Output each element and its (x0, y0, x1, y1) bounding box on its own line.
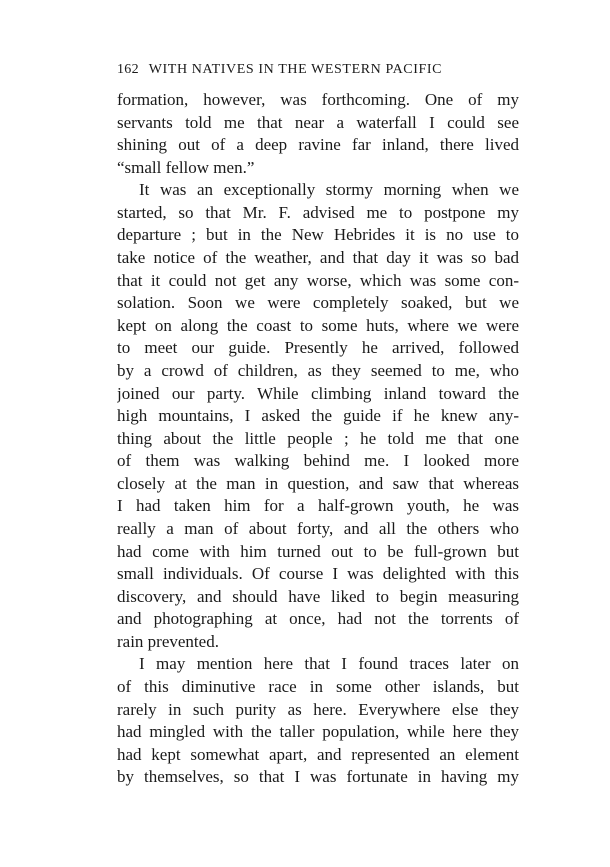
text-line: joined our party. While climbing inland toward the (117, 383, 519, 403)
text-line: and photographing at once, had not the torrents of (117, 609, 519, 629)
text-line: “small fellow men.” (117, 157, 255, 177)
text-line: by themselves, so that I was fortunate in having my (117, 767, 519, 787)
text-line: I had taken him for a half-grown youth, he was (117, 496, 519, 516)
text-line: I may mention here that I found traces later on (139, 654, 519, 674)
text-line: started, so that Mr. F. advised me to postpone my (117, 202, 519, 222)
text-line: small individuals. Of course I was delighted with this (117, 564, 519, 584)
text-line: of this diminutive race in some other islands, but (117, 677, 519, 697)
text-line: really a man of about forty, and all the others who (117, 518, 519, 538)
running-head: WITH NATIVES IN THE WESTERN PACIFIC (148, 62, 443, 77)
text-line: high mountains, I asked the guide if he knew any- (117, 406, 519, 426)
text-line: by a crowd of children, as they seemed to me, who (117, 360, 519, 380)
text-line: that it could not get any worse, which was some con- (117, 270, 519, 290)
text-line: shining out of a deep ravine far inland, there lived (117, 135, 519, 155)
text-line: of them was walking behind me. I looked more (117, 451, 519, 471)
text-line: take notice of the weather, and that day it was so bad (117, 248, 519, 268)
text-line: had mingled with the taller population, while here they (117, 722, 519, 742)
text-line: formation, however, was forthcoming. One of my (117, 90, 519, 109)
text-line: servants told me that near a waterfall I could see (117, 112, 519, 132)
text-line: It was an exceptionally stormy morning when we (139, 180, 519, 200)
page-header (117, 62, 517, 78)
text-line: solation. Soon we were completely soaked, but we (117, 293, 519, 313)
page-number: 162 (117, 62, 139, 77)
text-line: rarely in such purity as here. Everywhere else they (117, 699, 519, 719)
text-line: departure ; but in the New Hebrides it is no use to (117, 225, 519, 245)
text-line: kept on along the coast to some huts, where we were (117, 315, 519, 335)
text-line: discovery, and should have liked to begin measuring (117, 586, 519, 606)
body-text (117, 89, 519, 789)
text-line: had come with him turned out to be full-grown but (117, 541, 519, 561)
text-line: thing about the little people ; he told me that one (117, 428, 519, 448)
text-line: rain prevented. (117, 631, 219, 651)
text-line: had kept somewhat apart, and represented an element (117, 744, 519, 764)
text-line: to meet our guide. Presently he arrived, followed (117, 338, 519, 358)
text-line: closely at the man in question, and saw that whereas (117, 473, 519, 493)
